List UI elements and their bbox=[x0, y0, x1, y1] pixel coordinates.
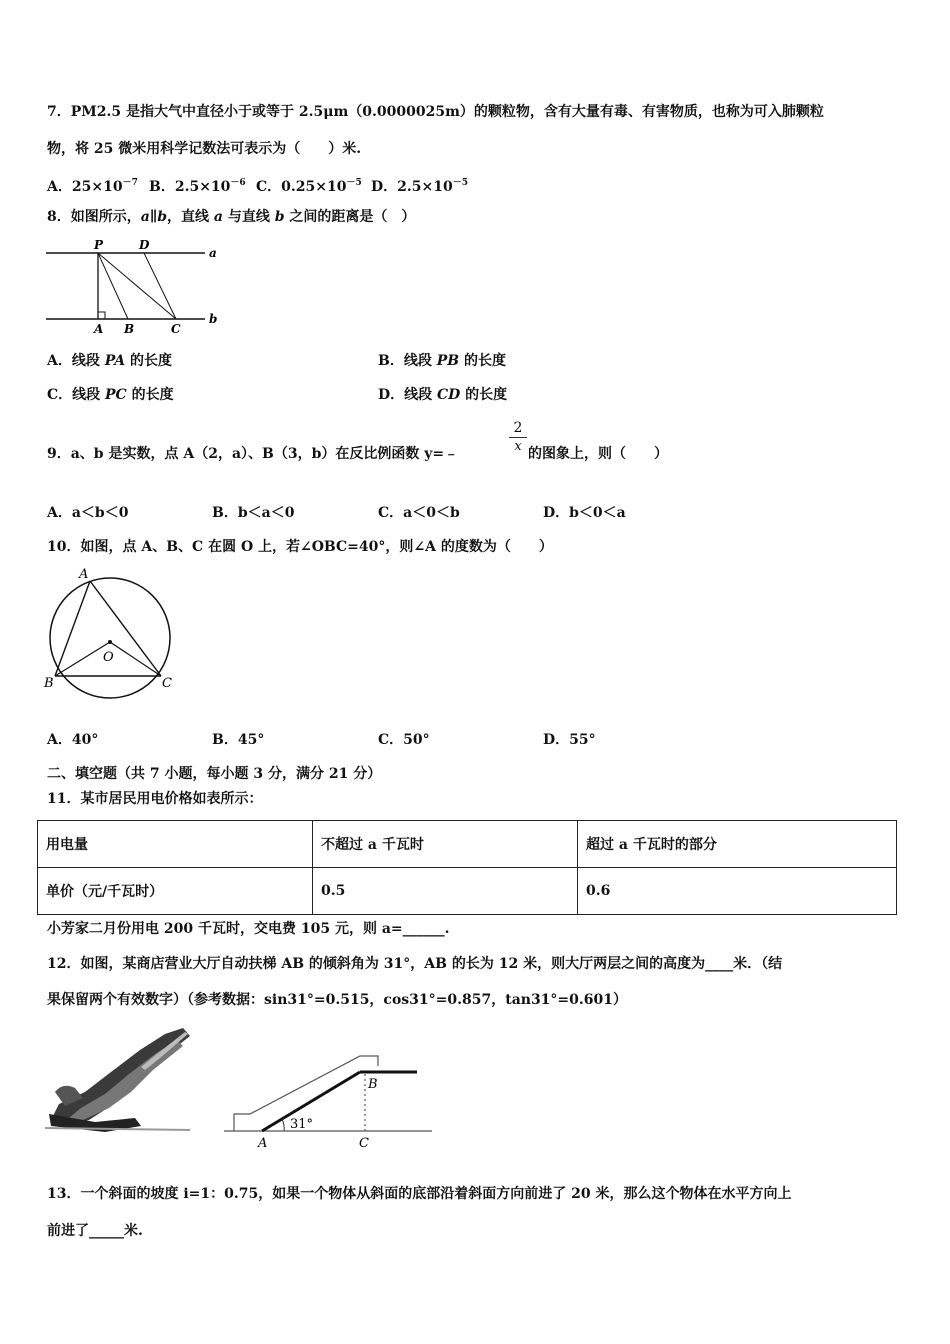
q8-var-a2: a bbox=[213, 209, 223, 225]
q8-option-seg: PC bbox=[105, 387, 127, 403]
q7-option-base: 2.5×10 bbox=[397, 179, 453, 195]
q8-option-c bbox=[47, 385, 174, 405]
q7-option-label: A． bbox=[47, 179, 72, 195]
angle-label: 31° bbox=[290, 1117, 314, 1132]
angle-arc bbox=[282, 1119, 284, 1131]
q8-var-b: b bbox=[157, 209, 168, 225]
q9-option-b: B．b＜a＜0 bbox=[212, 505, 295, 521]
label-C: C bbox=[162, 676, 172, 691]
q9-option-a: A．a＜b＜0 bbox=[47, 505, 129, 521]
q7-option-exp: －6 bbox=[230, 178, 246, 188]
escalator-photo bbox=[45, 1022, 190, 1137]
q7-stem-line1: 7．PM2.5 是指大气中直径小于或等于 2.5μm（0.0000025m）的颗粒物，含有大量有毒、有害物质，也称为可入肺颗粒 bbox=[47, 104, 824, 120]
q11-price-table bbox=[37, 820, 897, 915]
q8-stem-mid2: 与直线 bbox=[223, 209, 275, 225]
q7-option-d bbox=[371, 173, 468, 197]
q10-stem: 10．如图，点 A、B、C 在圆 O 上，若∠OBC=40°，则∠A 的度数为（ ） bbox=[47, 539, 553, 555]
q8-option-tail: 的长度 bbox=[125, 353, 172, 369]
label-b: b bbox=[209, 312, 218, 326]
q8-option-seg: PB bbox=[436, 353, 460, 369]
table-row bbox=[38, 868, 897, 915]
segment-ob bbox=[55, 642, 110, 676]
q7-option-c bbox=[256, 173, 362, 197]
q9-fraction bbox=[509, 419, 527, 456]
q9-denominator: x bbox=[509, 437, 527, 456]
q13-stem-line1: 13．一个斜面的坡度 i=1：0.75，如果一个物体从斜面的底部沿着斜面方向前进了 20 米，那么这个物体在水平方向上 bbox=[47, 1186, 792, 1202]
q7-option-label: B． bbox=[149, 179, 175, 195]
segment-pb bbox=[98, 253, 128, 319]
q8-option-label: A．线段 bbox=[47, 353, 105, 369]
q7-option-exp: －5 bbox=[452, 178, 468, 188]
segment-oc bbox=[110, 642, 161, 676]
section-2-title: 二、填空题（共 7 小题，每小题 3 分，满分 21 分） bbox=[47, 766, 382, 782]
q8-option-seg: PA bbox=[104, 353, 126, 369]
q8-option-tail: 的长度 bbox=[460, 387, 508, 403]
q7-option-a bbox=[47, 173, 138, 197]
right-angle-mark bbox=[98, 312, 105, 319]
q12-stem-line1: 12．如图，某商店营业大厅自动扶梯 AB 的倾斜角为 31°，AB 的长为 12 米，则大厅两层之间的高度为____米．（结 bbox=[47, 956, 783, 972]
label-A: A bbox=[79, 567, 89, 582]
segment-ab bbox=[55, 581, 90, 676]
q8-parallel-symbol: ∥ bbox=[149, 209, 158, 225]
q8-option-label: C．线段 bbox=[47, 387, 106, 403]
q11-stem: 11．某市居民用电价格如表所示： bbox=[47, 791, 263, 807]
q7-option-label: D． bbox=[371, 179, 398, 195]
label-C: C bbox=[171, 322, 181, 336]
q13-stem-line2: 前进了_____米. bbox=[47, 1223, 143, 1239]
q10-option-d: D．55° bbox=[543, 732, 596, 748]
label-B: B bbox=[368, 1077, 378, 1092]
q7-option-base: 25×10 bbox=[71, 179, 123, 195]
q10-circle-figure bbox=[40, 566, 180, 706]
q7-option-label: C． bbox=[256, 179, 282, 195]
label-a: a bbox=[209, 246, 217, 260]
q12-stem-line2: 果保留两个有效数字）（参考数据：sin31°=0.515，cos31°=0.857，tan31°=0.601） bbox=[47, 992, 627, 1008]
table-header-cell: 不超过 a 千瓦时 bbox=[313, 821, 578, 868]
q7-option-base: 2.5×10 bbox=[174, 179, 231, 195]
label-d: D bbox=[139, 238, 150, 252]
label-O: O bbox=[103, 650, 114, 665]
q7-option-base: 0.25×10 bbox=[281, 179, 347, 195]
q10-option-b: B．45° bbox=[212, 732, 265, 748]
table-header-cell: 用电量 bbox=[38, 821, 313, 868]
q8-option-label: D．线段 bbox=[378, 387, 438, 403]
q7-option-b bbox=[149, 173, 246, 197]
q8-parallel-lines-figure bbox=[40, 238, 230, 338]
label-A: A bbox=[94, 322, 104, 336]
q8-stem-post: 之间的距离是（ ） bbox=[284, 209, 416, 225]
segment-pc bbox=[98, 253, 176, 319]
q8-option-label: B．线段 bbox=[378, 353, 437, 369]
q8-stem-pre: 8．如图所示， bbox=[47, 209, 141, 225]
q8-stem bbox=[47, 207, 415, 227]
label-p: P bbox=[94, 238, 104, 252]
q8-option-d bbox=[378, 385, 507, 405]
q8-option-tail: 的长度 bbox=[126, 387, 174, 403]
table-cell: 0.5 bbox=[313, 868, 578, 915]
q8-var-a: a bbox=[140, 209, 150, 225]
q8-option-b bbox=[378, 351, 506, 371]
q9-numerator: 2 bbox=[513, 420, 523, 436]
q9-stem-pre: 9．a、b 是实数，点 A（2，a）、B（3，b）在反比例函数 y=﹣ bbox=[47, 446, 459, 462]
table-row bbox=[38, 821, 897, 868]
q8-stem-mid1: ，直线 bbox=[167, 209, 214, 225]
q8-option-a bbox=[47, 351, 172, 371]
segment-cd bbox=[144, 253, 176, 319]
center-point bbox=[108, 640, 112, 644]
q11-followup: 小芳家二月份用电 200 千瓦时，交电费 105 元，则 a=______. bbox=[47, 921, 450, 937]
q10-option-a: A．40° bbox=[47, 732, 99, 748]
segment-ac bbox=[90, 581, 161, 676]
table-cell: 0.6 bbox=[578, 868, 897, 915]
q9-option-d: D．b＜0＜a bbox=[543, 505, 626, 521]
label-A: A bbox=[258, 1136, 268, 1151]
q7-option-exp: －7 bbox=[122, 178, 138, 188]
label-C: C bbox=[359, 1136, 369, 1151]
q10-option-c: C．50° bbox=[378, 732, 430, 748]
q8-option-seg: CD bbox=[437, 387, 461, 403]
circle-o bbox=[50, 578, 170, 698]
q12-escalator-diagram bbox=[222, 1026, 434, 1154]
q9-stem-post: 的图象上，则（ ） bbox=[528, 446, 668, 462]
label-B: B bbox=[124, 322, 135, 336]
q8-var-b2: b bbox=[274, 209, 285, 225]
label-B: B bbox=[44, 676, 54, 691]
q9-option-c: C．a＜0＜b bbox=[378, 505, 460, 521]
table-header-cell: 超过 a 千瓦时的部分 bbox=[578, 821, 897, 868]
q7-stem-line2: 物，将 25 微米用科学记数法可表示为（ ）米. bbox=[47, 141, 362, 157]
q8-option-tail: 的长度 bbox=[459, 353, 506, 369]
table-cell: 单价（元/千瓦时） bbox=[38, 868, 313, 915]
q7-option-exp: －5 bbox=[346, 178, 362, 188]
